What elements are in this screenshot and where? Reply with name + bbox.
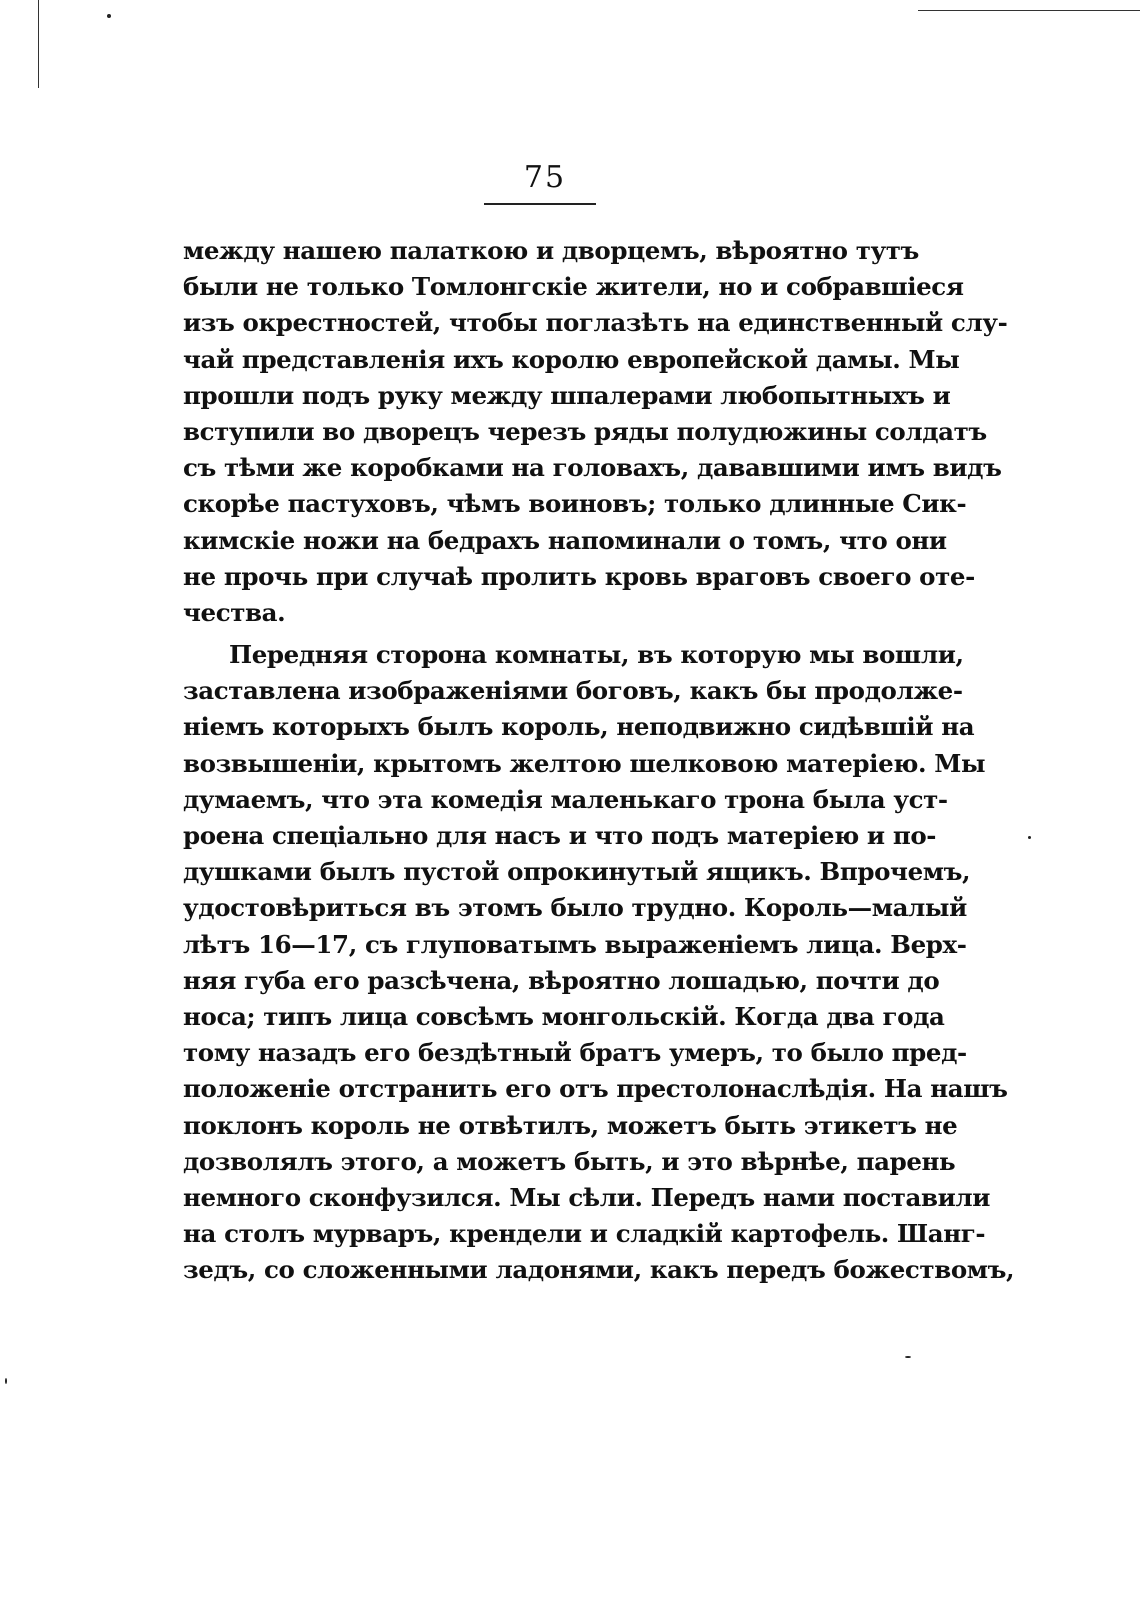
page-number-underline (484, 203, 596, 205)
page-body-text (183, 233, 1015, 1288)
scan-speck (107, 14, 111, 18)
text-line: были не только Томлонгскіе жители, но и собравшіеся (183, 272, 964, 302)
paragraph-2 (183, 637, 1015, 1288)
text-line: думаемъ, что эта комедія маленькаго трона была уст- (183, 784, 948, 814)
text-line: тому назадъ его бездѣтный братъ умеръ, то было пред- (183, 1038, 967, 1068)
text-line: ніемъ которыхъ былъ король, неподвижно сидѣвшій на (183, 712, 975, 742)
text-line: няя губа его разсѣчена, вѣроятно лошадью, почти до (183, 965, 940, 995)
text-line: чества. (183, 597, 286, 627)
text-line: прошли подъ руку между шпалерами любопытныхъ и (183, 380, 951, 410)
text-line: дозволялъ этого, а можетъ быть, и это вѣрнѣе, парень (183, 1146, 956, 1176)
text-line: носа; типъ лица совсѣмъ монгольскій. Когда два года (183, 1001, 945, 1031)
text-line: возвышеніи, крытомъ желтою шелковою матеріею. Мы (183, 748, 986, 778)
text-line: изъ окрестностей, чтобы поглазѣть на единственный слу- (183, 308, 1008, 338)
text-line: съ тѣми же коробками на головахъ, дававшими имъ видъ (183, 453, 1002, 483)
text-line: зедъ, со сложенными ладонями, какъ передъ божествомъ, (183, 1255, 1015, 1285)
scan-speck (1028, 836, 1031, 839)
text-line: между нашею палаткою и дворцемъ, вѣроятно тутъ (183, 236, 919, 265)
scan-edge-line-left (38, 0, 39, 88)
text-line: поклонъ король не отвѣтилъ, можетъ быть этикетъ не (183, 1110, 958, 1140)
text-line: удостовѣриться въ этомъ было трудно. Король—малый (183, 893, 967, 923)
text-line: не прочь при случаѣ пролить кровь враговъ своего оте- (183, 561, 975, 591)
text-line: чай представленія ихъ королю европейской дамы. Мы (183, 344, 960, 374)
text-line: заставлена изображеніями боговъ, какъ бы продолже- (183, 676, 963, 706)
text-line: Передняя сторона комнаты, въ которую мы вошли, (229, 640, 964, 670)
text-line: кимскіе ножи на бедрахъ напоминали о томъ, что они (183, 525, 947, 555)
text-line: скорѣе пастуховъ, чѣмъ воиновъ; только длинные Сик- (183, 489, 967, 519)
text-line: вступили во дворецъ черезъ ряды полудюжины солдатъ (183, 416, 987, 446)
text-line: немного сконфузился. Мы сѣли. Передъ нами поставили (183, 1182, 991, 1212)
text-line: положеніе отстранить его отъ престолонаслѣдія. На нашъ (183, 1074, 1008, 1104)
page-number: 75 (523, 160, 567, 195)
paragraph-1 (183, 233, 1008, 631)
scan-speck (905, 1356, 911, 1358)
text-line: роена спеціально для насъ и что подъ матеріею и по- (183, 821, 937, 850)
text-line: на столъ мурваръ, крендели и сладкій картофель. Шанг- (183, 1219, 986, 1249)
scan-edge-line-top (918, 10, 1140, 11)
text-line: душками былъ пустой опрокинутый ящикъ. Впрочемъ, (183, 857, 971, 887)
text-line: лѣтъ 16—17, съ глуповатымъ выраженіемъ лица. Верх- (183, 929, 967, 959)
scan-speck (5, 1378, 7, 1384)
